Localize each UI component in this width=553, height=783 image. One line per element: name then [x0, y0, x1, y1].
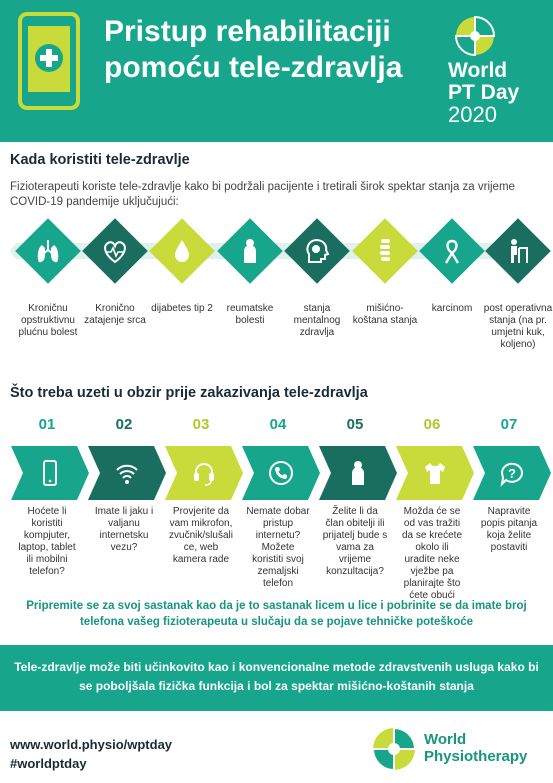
prepare-note: Pripremite se za svoj sastanak kao da je to sastanak licem u lice i pobrinite se da imate broj telefona vašeg fizioterapeuta u slučaju da se pojave tehničke poteškoće [26, 600, 527, 628]
step-chevron [11, 446, 89, 500]
condition-diamond [288, 222, 346, 280]
drop-icon [167, 236, 197, 266]
condition-diamond [19, 222, 77, 280]
svg-text:?: ? [508, 466, 516, 481]
spine-icon [370, 236, 400, 266]
step-label: Napravite popis pitanja koja želite postaviti [480, 506, 538, 553]
section-heading-when: Kada koristiti tele-zdravlje [10, 152, 190, 168]
footer-url-link[interactable]: www.world.physio/wptday [10, 737, 173, 752]
step-chevron [88, 446, 166, 500]
header-banner [0, 0, 553, 142]
head-icon [302, 236, 332, 266]
brand-line1: World [448, 59, 508, 82]
step-number: 07 [500, 416, 518, 433]
brand-line2: PT Day [448, 81, 520, 104]
world-pt-day-logo-icon [455, 16, 495, 56]
step-number: 05 [346, 416, 364, 433]
intro-text: Fizioterapeuti koriste tele-zdravlje kako bi podržali pacijente i tretirali širok spektar stanja za vrijeme COVID-19 pandemije uključujući: [10, 181, 515, 208]
summary-band [0, 645, 553, 711]
step-label: Nemate dobar pristup internetu? Možete koristiti svoj zemaljski telefon [246, 506, 310, 589]
condition-diamond [153, 222, 211, 280]
step-number: 01 [38, 416, 56, 433]
condition-label: post operativna stanja (na pr. umjetni kuk, koljeno) [483, 303, 553, 350]
lungs-icon [33, 236, 63, 266]
condition-label: reumatske bolesti [226, 303, 274, 326]
logo-line1: World [424, 731, 467, 748]
world-physiotherapy-logo-icon [372, 727, 416, 771]
step-number: 03 [192, 416, 210, 433]
step-label: Želite li da član obitelji ili prijatelj bude s vama za vrijeme konzultacija? [322, 506, 388, 577]
condition-diamond [356, 222, 414, 280]
page-title: Pristup rehabilitaciji pomoću tele-zdravlja [104, 15, 403, 84]
condition-label: Kronično zatajenje srca [84, 303, 146, 326]
brand-year: 2020 [448, 102, 497, 127]
step-label: Provjerite da vam mikrofon, zvučnik/slušali ce, web kamera rade [169, 506, 233, 565]
condition-label: stanja mentalnog zdravlja [293, 303, 341, 338]
condition-label: Kroničnu opstruktivnu plućnu bolest [18, 303, 78, 338]
condition-label: karcinom [431, 303, 473, 314]
condition-diamond [489, 222, 547, 280]
condition-diamond [86, 222, 144, 280]
logo-line2: Physiotherapy [424, 748, 528, 765]
condition-label: mišićno-koštana stanja [352, 303, 418, 326]
conditions-row [0, 215, 553, 365]
world-physiotherapy-wordmark [424, 731, 527, 765]
condition-label: dijabetes tip 2 [151, 303, 213, 314]
footer-hashtag: #worldptday [10, 756, 87, 771]
phone-plus-icon [18, 12, 80, 110]
step-chevron [165, 446, 243, 500]
walker-icon [503, 236, 533, 266]
heart-icon [100, 236, 130, 266]
step-chevron [242, 446, 320, 500]
ribbon-icon [437, 236, 467, 266]
condition-diamond [423, 222, 481, 280]
step-label: Hoćete li koristiti kompjuter, laptop, tablet ili mobilni telefon? [18, 506, 76, 577]
steps-chevron-row [0, 444, 553, 502]
section-heading-before: Što treba uzeti u obzir prije zakazivanja tele-zdravlja [10, 385, 368, 401]
world-pt-day-wordmark [448, 60, 519, 126]
summary-text: Tele-zdravlje može biti učinkovito kao i konvencionalne metode zdravstvenih usluga kako bi se poboljšala fizička funkcija i bol za spektar mišićno-koštanih stanja [14, 660, 539, 693]
step-number: 04 [269, 416, 287, 433]
step-number: 02 [115, 416, 133, 433]
step-label: Imate li jaku i valjanu internetsku vezu? [94, 506, 154, 553]
condition-diamond [221, 222, 279, 280]
step-label: Možda će se od vas tražiti da se krećete okolo ili uradite neke vježbe pa planirajte što ćete obući [401, 506, 463, 601]
person-icon [235, 236, 265, 266]
step-number: 06 [423, 416, 441, 433]
